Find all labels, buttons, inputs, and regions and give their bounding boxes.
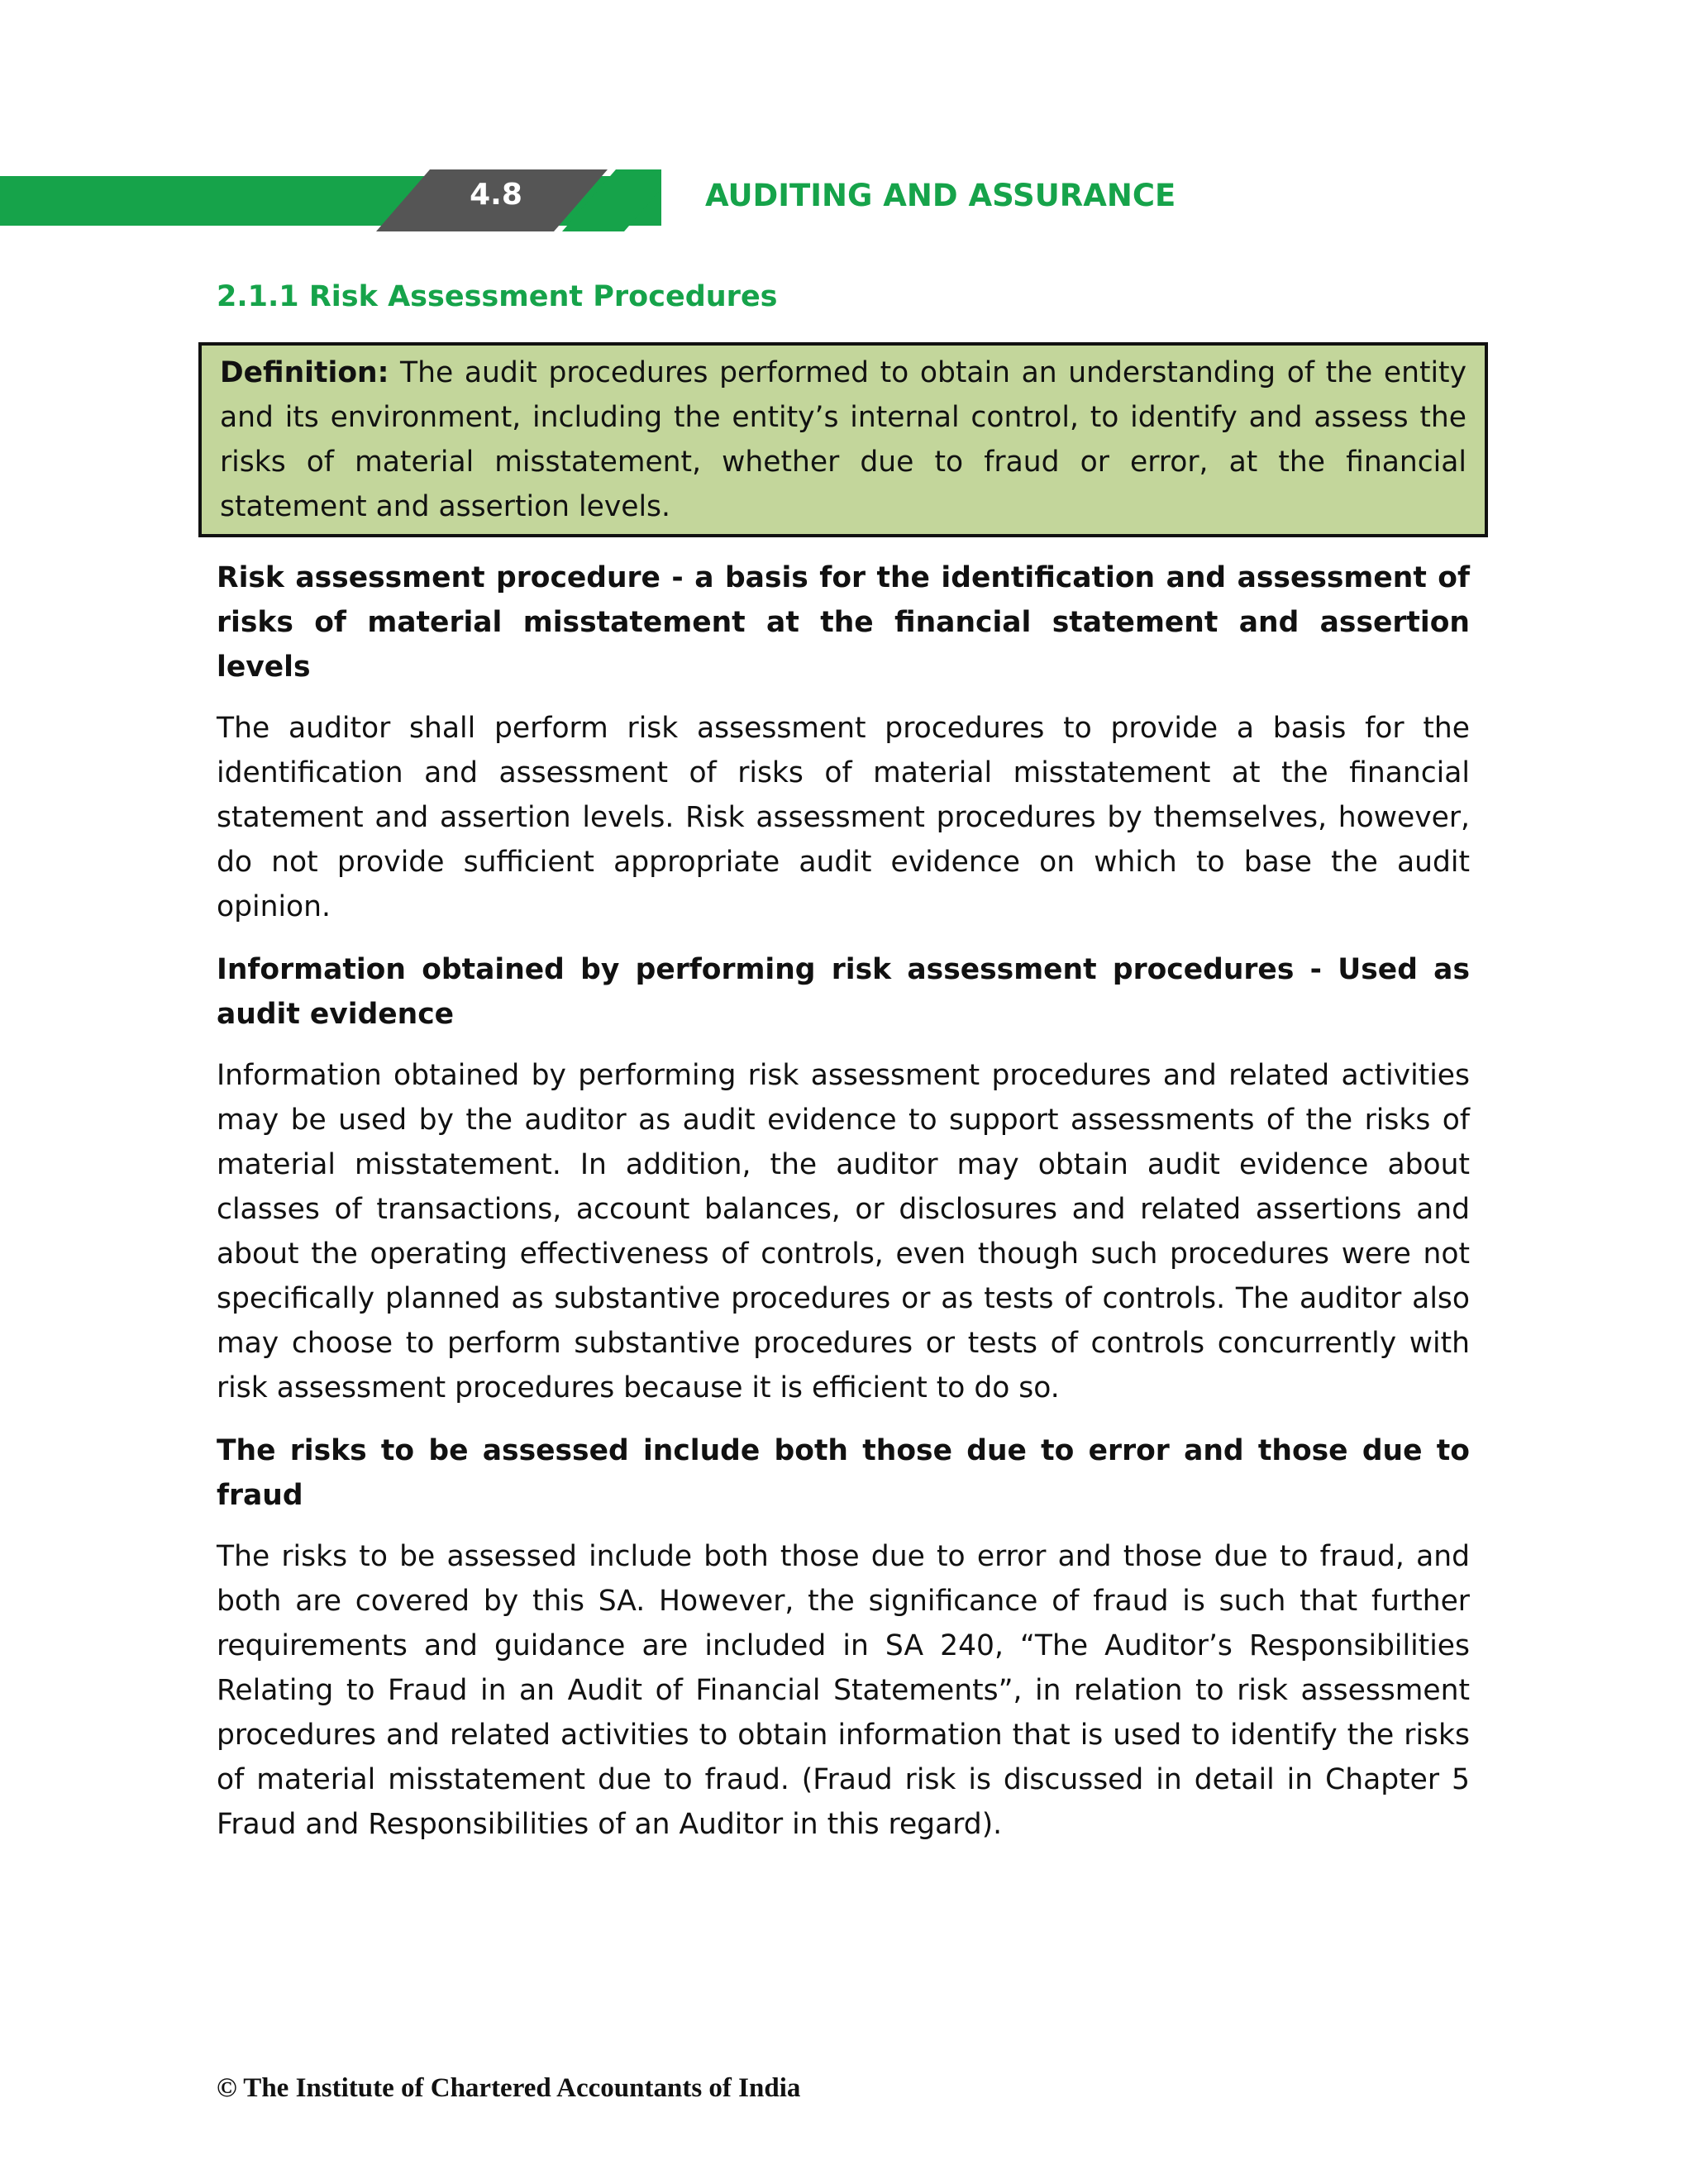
definition-text: The audit procedures performed to obtain an understanding of the entity and its environment, including the entity’s internal control, to identify and assess the risks of material misstatement, whether due to fraud or error, at the financial statement and assertion levels. (220, 356, 1467, 523)
block-heading: Risk assessment procedure - a basis for the identification and assessment of risks of material misstatement at the financial statement and assertion levels (217, 561, 1470, 684)
definition-box (198, 342, 1488, 537)
block-paragraph: The risks to be assessed include both those due to error and those due to fraud, and both are covered by this SA. However, the significance of fraud is such that further requirements and guidance are included in SA 240, “The Auditor’s Responsibilities Relating to Fraud in an Audit of Financial Statements”, in relation to risk assessment procedures and related activities to obtain information that is used to identify the risks of material misstatement due to fraud. (Fraud risk is discussed in detail in Chapter 5 Fraud and Responsibilities of an Auditor in this regard). (217, 1540, 1470, 1841)
block-paragraph: Information obtained by performing risk assessment procedures and related activities may be used by the auditor as audit evidence to support assessments of the risks of material misstatement. In addition, the auditor may obtain audit evidence about classes of transactions, account balances, or disclosures and related assertions and about the operating effectiveness of controls, even though such procedures were not specifically planned as substantive procedures or as tests of controls. The auditor also may choose to perform substantive procedures or tests of controls concurrently with risk assessment procedures because it is efficient to do so. (217, 1059, 1470, 1404)
block-heading: The risks to be assessed include both those due to error and those due to fraud (217, 1434, 1470, 1512)
block-paragraph: The auditor shall perform risk assessment procedures to provide a basis for the identification and assessment of risks of material misstatement at the financial statement and assertion levels. Risk assessment procedures by themselves, however, do not provide sufficient appropriate audit evidence on which to base the audit opinion. (217, 712, 1470, 923)
running-title: AUDITING AND ASSURANCE (705, 178, 1176, 213)
section-title: 2.1.1 Risk Assessment Procedures (217, 280, 778, 313)
block-heading: Information obtained by performing risk assessment procedures - Used as audit evidence (217, 953, 1470, 1031)
page-number: 4.8 (470, 178, 522, 212)
main-content (217, 273, 1470, 1863)
definition-label: Definition: (220, 356, 389, 389)
footer-copyright: © The Institute of Chartered Accountants of India (217, 2073, 801, 2103)
